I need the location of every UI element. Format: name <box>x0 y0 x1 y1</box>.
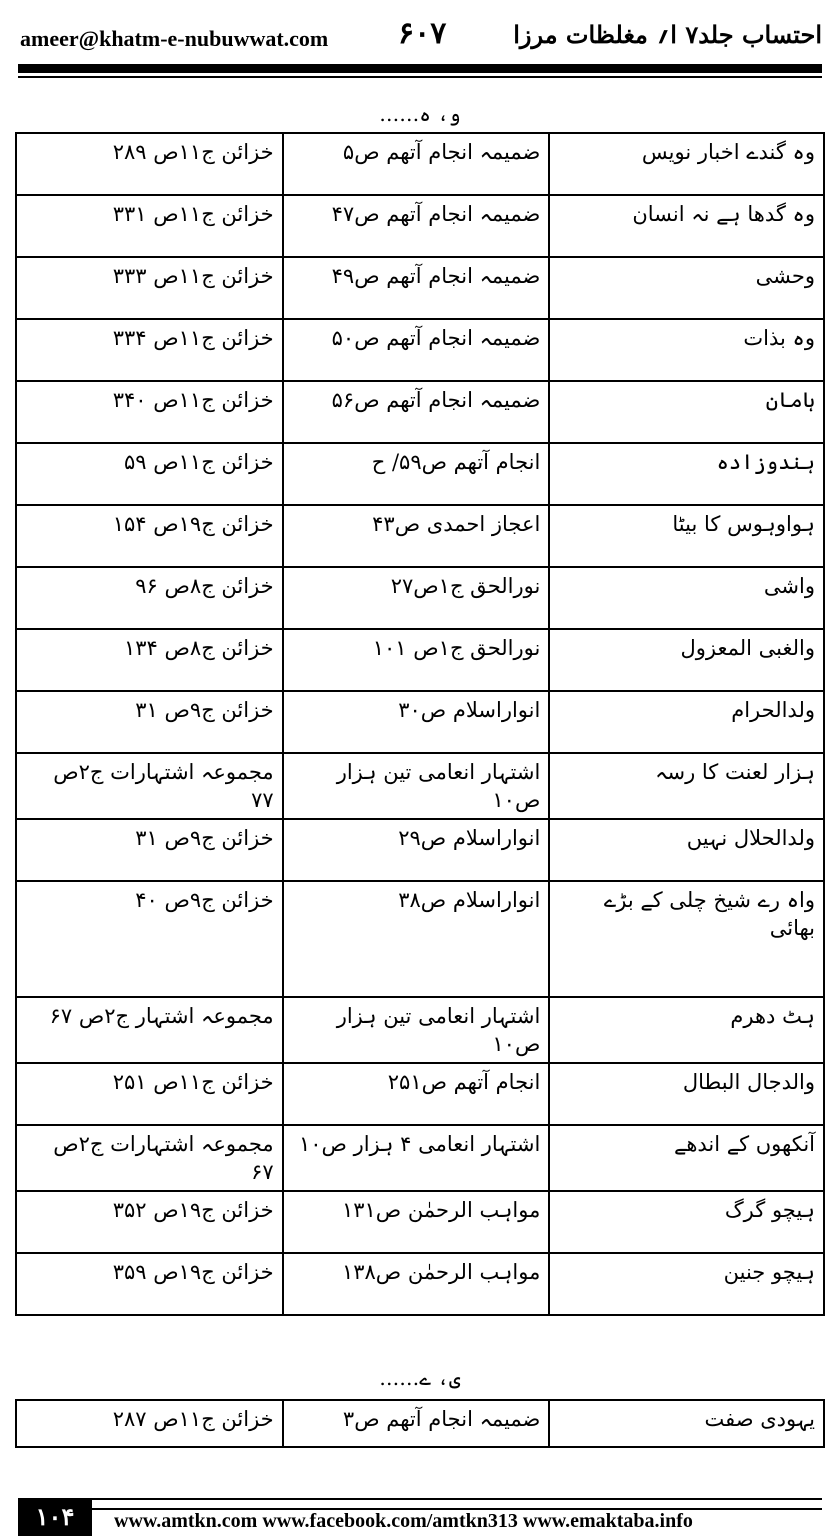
entry-khazain-reference: مجموعہ اشتہارات ج۲ص ۶۷ <box>16 1125 283 1191</box>
footer-rule <box>92 1498 822 1510</box>
entry-word: والغبی المعزول <box>549 629 824 691</box>
table-row <box>16 753 824 819</box>
header-email: ameer@khatm-e-nubuwwat.com <box>20 26 329 51</box>
entry-reference: اشتہار انعامی ۴ ہزار ص۱۰ <box>283 1125 550 1191</box>
entry-khazain-reference: خزائن ج۱۱ص ۵۹ <box>16 443 283 505</box>
entry-word: ہواوہوس کا بیٹا <box>549 505 824 567</box>
table-row <box>16 1125 824 1191</box>
entry-word: ہامان <box>549 381 824 443</box>
entry-word: ہزار لعنت کا رسہ <box>549 753 824 819</box>
table-row <box>16 567 824 629</box>
entry-khazain-reference: خزائن ج۹ص ۴۰ <box>16 881 283 997</box>
entry-word: واشی <box>549 567 824 629</box>
entry-reference: اعجاز احمدی ص۴۳ <box>283 505 550 567</box>
table-row <box>16 819 824 881</box>
table-row <box>16 997 824 1063</box>
entry-word: وحشی <box>549 257 824 319</box>
entry-word: ہیچو گرگ <box>549 1191 824 1253</box>
entry-word: ہیچو جنین <box>549 1253 824 1315</box>
table-row <box>16 1253 824 1315</box>
entry-khazain-reference: خزائن ج۱۱ص ۲۸۹ <box>16 133 283 195</box>
entry-khazain-reference: خزائن ج۹ص ۳۱ <box>16 819 283 881</box>
entry-reference: ضمیمہ انجام آتھم ص۵ <box>283 133 550 195</box>
entry-word: ہٹ دھرم <box>549 997 824 1063</box>
header-rule-thin <box>18 76 822 78</box>
section-title-waw-heh: و، ہ…… <box>379 102 461 126</box>
footer-urls: www.amtkn.com www.facebook.com/amtkn313 www.emaktaba.info <box>114 1510 693 1532</box>
table-row <box>16 381 824 443</box>
table-row <box>16 881 824 997</box>
entry-reference: مواہب الرحمٰن ص۱۳۸ <box>283 1253 550 1315</box>
entry-khazain-reference: خزائن ج۱۱ص ۳۳۱ <box>16 195 283 257</box>
header-rule-thick <box>18 64 822 73</box>
entries-table-yeh <box>15 1399 825 1448</box>
entry-word: آنکھوں کے اندھے <box>549 1125 824 1191</box>
entry-reference: انجام آتھم ص۵۹/ ح <box>283 443 550 505</box>
table-row <box>16 319 824 381</box>
entry-word: وہ گندے اخبار نویس <box>549 133 824 195</box>
entry-khazain-reference: خزائن ج۱۹ص ۱۵۴ <box>16 505 283 567</box>
footer-page-badge: ۱۰۴ <box>18 1498 92 1536</box>
entry-word: ولدالحلال نہیں <box>549 819 824 881</box>
table-row <box>16 629 824 691</box>
entry-khazain-reference: خزائن ج۱۱ص ۳۳۴ <box>16 319 283 381</box>
entry-khazain-reference: خزائن ج۱۹ص ۳۵۹ <box>16 1253 283 1315</box>
entry-khazain-reference: مجموعہ اشتہارات ج۲ص ۷۷ <box>16 753 283 819</box>
entry-reference: انواراسلام ص۳۸ <box>283 881 550 997</box>
table-row <box>16 257 824 319</box>
entry-khazain-reference: خزائن ج۹ص ۳۱ <box>16 691 283 753</box>
entry-reference: ضمیمہ انجام آتھم ص۳ <box>283 1400 550 1447</box>
entries-table-waw-heh <box>15 132 825 1316</box>
table-row <box>16 691 824 753</box>
table-row <box>16 1191 824 1253</box>
entry-reference: اشتہار انعامی تین ہزار ص۱۰ <box>283 753 550 819</box>
book-title: احتساب جلد۷ ا؍ مغلظات مرزا <box>513 20 822 49</box>
entry-reference: ضمیمہ انجام آتھم ص۴۹ <box>283 257 550 319</box>
entry-word: یہودی صفت <box>549 1400 824 1447</box>
page-header <box>18 10 822 60</box>
entry-word: وہ بذات <box>549 319 824 381</box>
entry-reference: ضمیمہ انجام آتھم ص۵۰ <box>283 319 550 381</box>
entry-khazain-reference: خزائن ج۱۱ص ۲۵۱ <box>16 1063 283 1125</box>
entry-khazain-reference: خزائن ج۸ص ۹۶ <box>16 567 283 629</box>
section-title-yeh: ی، ے…… <box>379 1366 461 1390</box>
entry-khazain-reference: خزائن ج۱۱ص ۳۳۳ <box>16 257 283 319</box>
entry-reference: اشتہار انعامی تین ہزار ص۱۰ <box>283 997 550 1063</box>
entry-khazain-reference: خزائن ج۱۱ص ۲۸۷ <box>16 1400 283 1447</box>
table-row <box>16 1063 824 1125</box>
entry-reference: ضمیمہ انجام آتھم ص۴۷ <box>283 195 550 257</box>
entry-khazain-reference: مجموعہ اشتہار ج۲ص ۶۷ <box>16 997 283 1063</box>
page-footer <box>18 1498 822 1538</box>
entry-word: ولدالحرام <box>549 691 824 753</box>
entry-reference: انواراسلام ص۳۰ <box>283 691 550 753</box>
entry-word: والدجال البطال <box>549 1063 824 1125</box>
page-number: ۶۰۷ <box>398 16 447 51</box>
entry-word: ہندوزادہ <box>549 443 824 505</box>
table-row <box>16 443 824 505</box>
entry-khazain-reference: خزائن ج۱۱ص ۳۴۰ <box>16 381 283 443</box>
entry-khazain-reference: خزائن ج۸ص ۱۳۴ <box>16 629 283 691</box>
entry-word: وہ گدھا ہے نہ انسان <box>549 195 824 257</box>
entry-reference: نورالحق ج۱ص۲۷ <box>283 567 550 629</box>
entry-reference: انجام آتھم ص۲۵۱ <box>283 1063 550 1125</box>
entry-reference: ضمیمہ انجام آتھم ص۵۶ <box>283 381 550 443</box>
entry-reference: انواراسلام ص۲۹ <box>283 819 550 881</box>
entry-khazain-reference: خزائن ج۱۹ص ۳۵۲ <box>16 1191 283 1253</box>
entry-reference: مواہب الرحمٰن ص۱۳۱ <box>283 1191 550 1253</box>
entry-reference: نورالحق ج۱ص ۱۰۱ <box>283 629 550 691</box>
table-row <box>16 133 824 195</box>
table-row <box>16 505 824 567</box>
entry-word: واہ رے شیخ چلی کے بڑے بھائی <box>549 881 824 997</box>
table-row <box>16 195 824 257</box>
table-row <box>16 1400 824 1447</box>
